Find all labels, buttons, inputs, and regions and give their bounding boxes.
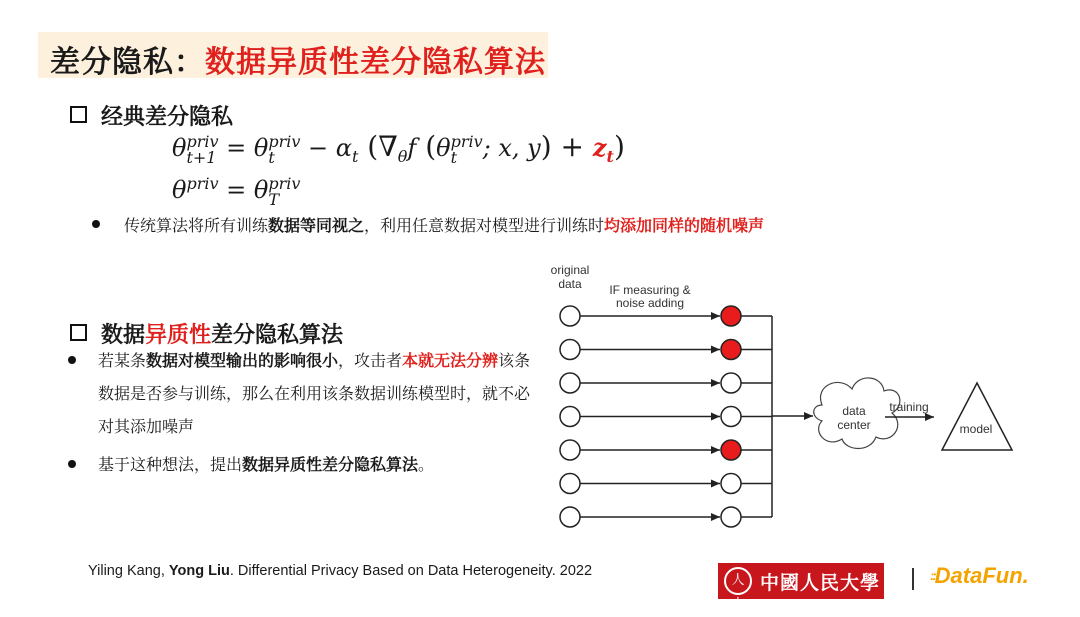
bullet-dot — [92, 220, 100, 228]
label-training: training — [889, 400, 929, 414]
formula-update: θ priv t+1 = θ priv t − $\alpha_t$ ($\nabla_\theta f$ (θ priv t ; x, $y) + z_t$) — [172, 130, 625, 167]
bullet-dot — [68, 460, 76, 468]
data-row — [560, 440, 772, 460]
label-data-center-1: data — [842, 404, 866, 418]
bullet-dot — [68, 356, 76, 364]
label-data-center-2: center — [837, 418, 871, 432]
data-row — [560, 407, 772, 427]
label-original: original — [550, 263, 590, 277]
model-triangle-icon — [942, 383, 1012, 450]
clean-data-node — [721, 407, 741, 427]
clean-data-node — [721, 507, 741, 527]
noise-term: $z_t$ — [592, 133, 614, 166]
data-row — [560, 474, 772, 494]
data-row — [560, 507, 772, 527]
section-heading-classic: 经典差分隐私 — [70, 100, 233, 131]
page-title: 差分隐私：数据异质性差分隐私算法 — [50, 45, 546, 80]
data-row — [560, 373, 772, 393]
original-data-node — [560, 340, 580, 360]
label-if-measuring: IF measuring & — [609, 283, 691, 297]
checkbox-square-icon — [70, 106, 87, 123]
section-heading-heterogeneity: 数据异质性差分隐私算法 — [70, 318, 343, 349]
data-flow-diagram — [530, 255, 1030, 545]
checkbox-square-icon — [70, 324, 87, 341]
university-seal-icon: 人大 — [724, 567, 752, 595]
bullet-proposal: 基于这种想法，提出数据异质性差分隐私算法。 — [98, 455, 435, 474]
renmin-university-logo: 人大 中國人民大學 — [718, 563, 884, 599]
noised-data-node — [721, 340, 741, 360]
bullet-traditional: 传统算法将所有训练数据等同视之，利用任意数据对模型进行训练时均添加同样的随机噪声 — [124, 216, 765, 235]
label-model: model — [959, 422, 993, 436]
bullet-low-influence: 若某条数据对模型输出的影响很小，攻击者本就无法分辨该条数据是否参与训练，那么在利用该条数据训练模型时，就不必对其添加噪声 — [98, 351, 531, 436]
original-data-node — [560, 306, 580, 326]
logo-divider — [912, 568, 914, 590]
original-data-node — [560, 474, 580, 494]
clean-data-node — [721, 474, 741, 494]
noised-data-node — [721, 440, 741, 460]
formula-final: $\theta^{priv} = \theta$ priv T — [172, 173, 301, 209]
clean-data-node — [721, 373, 741, 393]
page-title-highlight: 数据异质性差分隐私算法 — [205, 45, 546, 80]
datafun-logo: ::DataFun. — [930, 563, 1029, 588]
noised-data-node — [721, 306, 741, 326]
data-row — [560, 340, 772, 360]
citation: Yiling Kang, Yong Liu. Differential Privacy Based on Data Heterogeneity. 2022 — [88, 563, 593, 579]
original-data-node — [560, 440, 580, 460]
label-noise-adding: noise adding — [615, 296, 685, 310]
original-data-node — [560, 507, 580, 527]
original-data-node — [560, 373, 580, 393]
original-data-node — [560, 407, 580, 427]
label-data: data — [558, 277, 582, 291]
